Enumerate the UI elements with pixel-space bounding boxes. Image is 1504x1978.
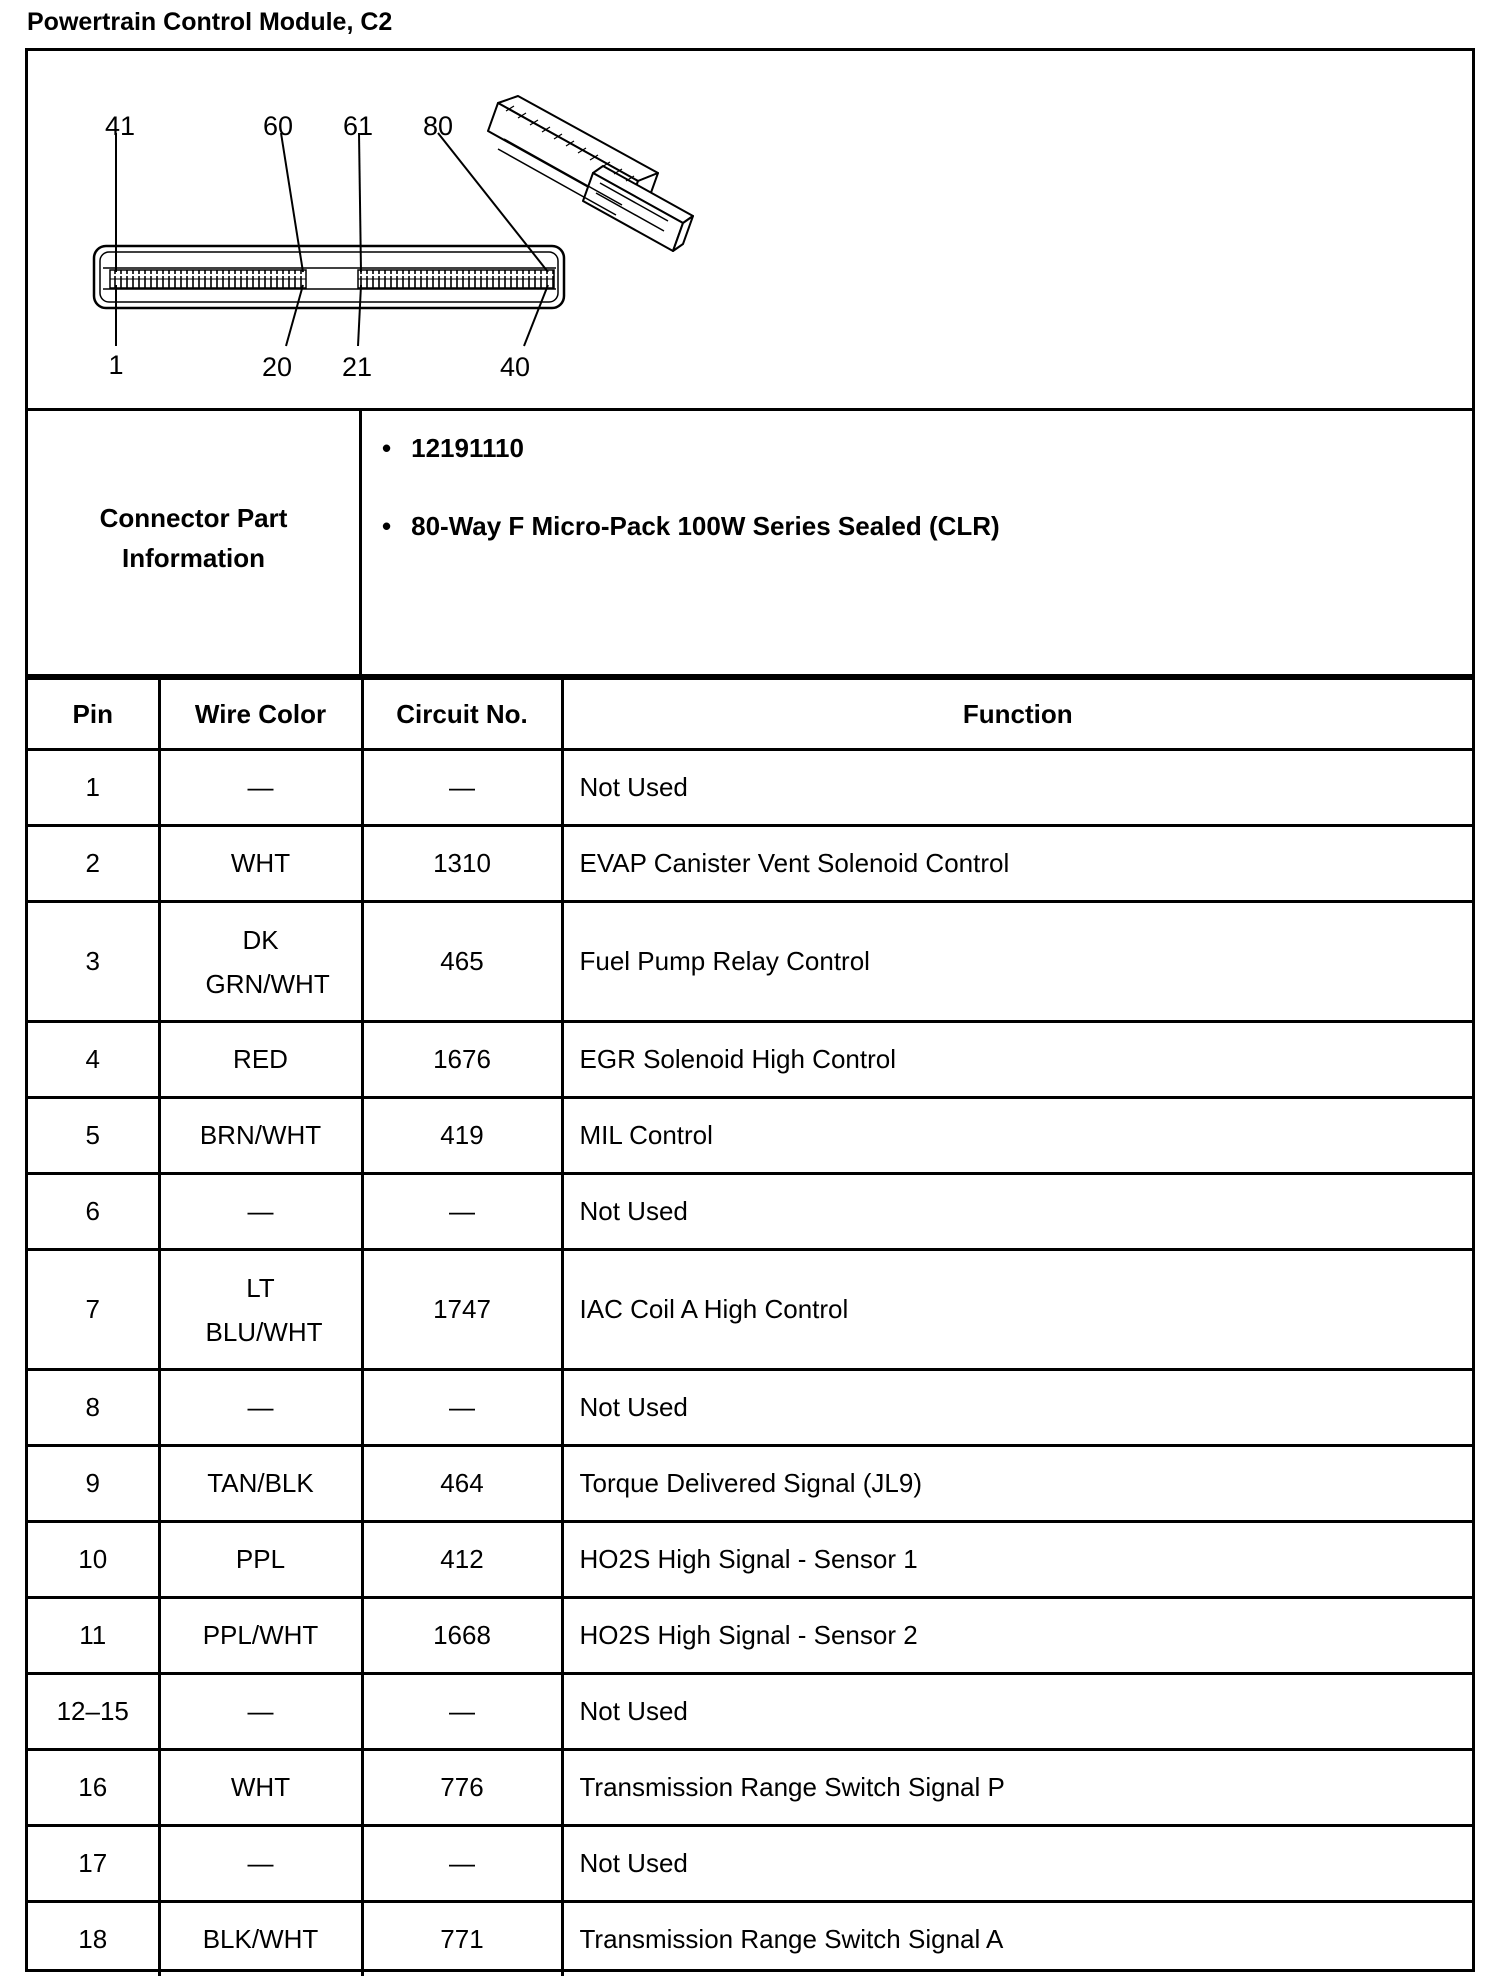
- connector-part-info-label: Connector Part Information: [28, 411, 362, 674]
- wire-color-cell: PPL/WHT: [159, 1598, 362, 1674]
- wire-color-cell: TAN/BLK: [159, 1446, 362, 1522]
- circuit-cell: 1747: [362, 1250, 562, 1370]
- wire-color-text: DK GRN/WHT: [205, 924, 330, 999]
- function-cell: Not Used: [562, 750, 1472, 826]
- pin-cell: 6: [28, 1174, 159, 1250]
- circuit-cell: —: [362, 1174, 562, 1250]
- connector-table-frame: [25, 48, 1475, 1972]
- pin-cell: 2: [28, 826, 159, 902]
- function-cell: Transmission Range Switch Signal A: [562, 1902, 1472, 1977]
- wire-color-text: LT BLU/WHT: [205, 1272, 323, 1347]
- function-cell: Fuel Pump Relay Control: [562, 902, 1472, 1022]
- pin-label-60: 60: [262, 111, 294, 141]
- wire-color-cell: BLK/WHT: [159, 1902, 362, 1977]
- table-row: [28, 1174, 1472, 1250]
- function-cell: IAC Coil A High Control: [562, 1250, 1472, 1370]
- table-row: [28, 1098, 1472, 1174]
- connector-part-info-row: [28, 411, 1472, 677]
- circuit-cell: —: [362, 1370, 562, 1446]
- table-row: [28, 1826, 1472, 1902]
- pin-label-61: 61: [342, 111, 374, 141]
- function-cell: Not Used: [562, 1674, 1472, 1750]
- pin-cell: 5: [28, 1098, 159, 1174]
- table-row: [28, 1022, 1472, 1098]
- function-cell: Torque Delivered Signal (JL9): [562, 1446, 1472, 1522]
- pin-cell: 8: [28, 1370, 159, 1446]
- table-row: [28, 826, 1472, 902]
- function-cell: MIL Control: [562, 1098, 1472, 1174]
- wire-color-cell: WHT: [159, 1750, 362, 1826]
- wire-color-cell: —: [159, 1674, 362, 1750]
- header-wire-color: Wire Color: [159, 679, 362, 750]
- connector-part-info-list: [362, 411, 1472, 674]
- wire-color-cell: WHT: [159, 826, 362, 902]
- function-cell: EVAP Canister Vent Solenoid Control: [562, 826, 1472, 902]
- function-cell: Not Used: [562, 1370, 1472, 1446]
- pin-cell: 17: [28, 1826, 159, 1902]
- circuit-cell: 1668: [362, 1598, 562, 1674]
- wire-color-cell: —: [159, 750, 362, 826]
- pin-label-41: 41: [104, 111, 136, 141]
- pin-cell: 12–15: [28, 1674, 159, 1750]
- pin-cell: 3: [28, 902, 159, 1022]
- wire-color-cell: —: [159, 1826, 362, 1902]
- function-cell: Not Used: [562, 1826, 1472, 1902]
- circuit-cell: 776: [362, 1750, 562, 1826]
- wire-color-cell: PPL: [159, 1522, 362, 1598]
- pin-table: [28, 677, 1472, 1976]
- table-row: [28, 1522, 1472, 1598]
- wire-color-cell: —: [159, 1174, 362, 1250]
- function-cell: Transmission Range Switch Signal P: [562, 1750, 1472, 1826]
- pin-label-20: 20: [261, 352, 293, 382]
- table-row: [28, 1598, 1472, 1674]
- circuit-cell: 465: [362, 902, 562, 1022]
- circuit-cell: —: [362, 1826, 562, 1902]
- table-row: [28, 1250, 1472, 1370]
- function-cell: Not Used: [562, 1174, 1472, 1250]
- pin-cell: 9: [28, 1446, 159, 1522]
- pin-label-40: 40: [499, 352, 531, 382]
- function-cell: HO2S High Signal - Sensor 2: [562, 1598, 1472, 1674]
- wire-color-cell: [159, 1250, 362, 1370]
- table-row: [28, 1370, 1472, 1446]
- pin-cell: 11: [28, 1598, 159, 1674]
- connector-description: • 80-Way F Micro-Pack 100W Series Sealed (CLR): [382, 511, 1000, 542]
- wire-color-cell: —: [159, 1370, 362, 1446]
- function-cell: EGR Solenoid High Control: [562, 1022, 1472, 1098]
- wire-color-cell: RED: [159, 1022, 362, 1098]
- header-circuit-no: Circuit No.: [362, 679, 562, 750]
- pin-cell: 7: [28, 1250, 159, 1370]
- header-function: Function: [562, 679, 1472, 750]
- table-row: [28, 902, 1472, 1022]
- pin-cell: 18: [28, 1902, 159, 1977]
- circuit-cell: 1310: [362, 826, 562, 902]
- connector-diagram: [28, 51, 1472, 408]
- circuit-cell: 412: [362, 1522, 562, 1598]
- circuit-cell: 1676: [362, 1022, 562, 1098]
- pin-table-header: [28, 679, 1472, 750]
- table-row: [28, 1446, 1472, 1522]
- pin-label-80: 80: [422, 111, 454, 141]
- document-title: Powertrain Control Module, C2: [27, 8, 393, 36]
- pin-cell: 16: [28, 1750, 159, 1826]
- pin-label-21: 21: [341, 352, 373, 382]
- wire-color-cell: [159, 902, 362, 1022]
- table-row: [28, 1674, 1472, 1750]
- table-row: [28, 1750, 1472, 1826]
- circuit-cell: 464: [362, 1446, 562, 1522]
- pin-cell: 10: [28, 1522, 159, 1598]
- header-pin: Pin: [28, 679, 159, 750]
- circuit-cell: —: [362, 750, 562, 826]
- pin-cell: 1: [28, 750, 159, 826]
- part-number: • 12191110: [382, 433, 524, 464]
- connector-diagram-cell: [28, 51, 1472, 411]
- circuit-cell: —: [362, 1674, 562, 1750]
- function-cell: HO2S High Signal - Sensor 1: [562, 1522, 1472, 1598]
- pin-label-1: 1: [108, 350, 124, 380]
- mating-connector-illustration: [488, 96, 693, 251]
- table-row: [28, 750, 1472, 826]
- circuit-cell: 771: [362, 1902, 562, 1977]
- circuit-cell: 419: [362, 1098, 562, 1174]
- wire-color-cell: BRN/WHT: [159, 1098, 362, 1174]
- table-row: [28, 1902, 1472, 1977]
- pin-cell: 4: [28, 1022, 159, 1098]
